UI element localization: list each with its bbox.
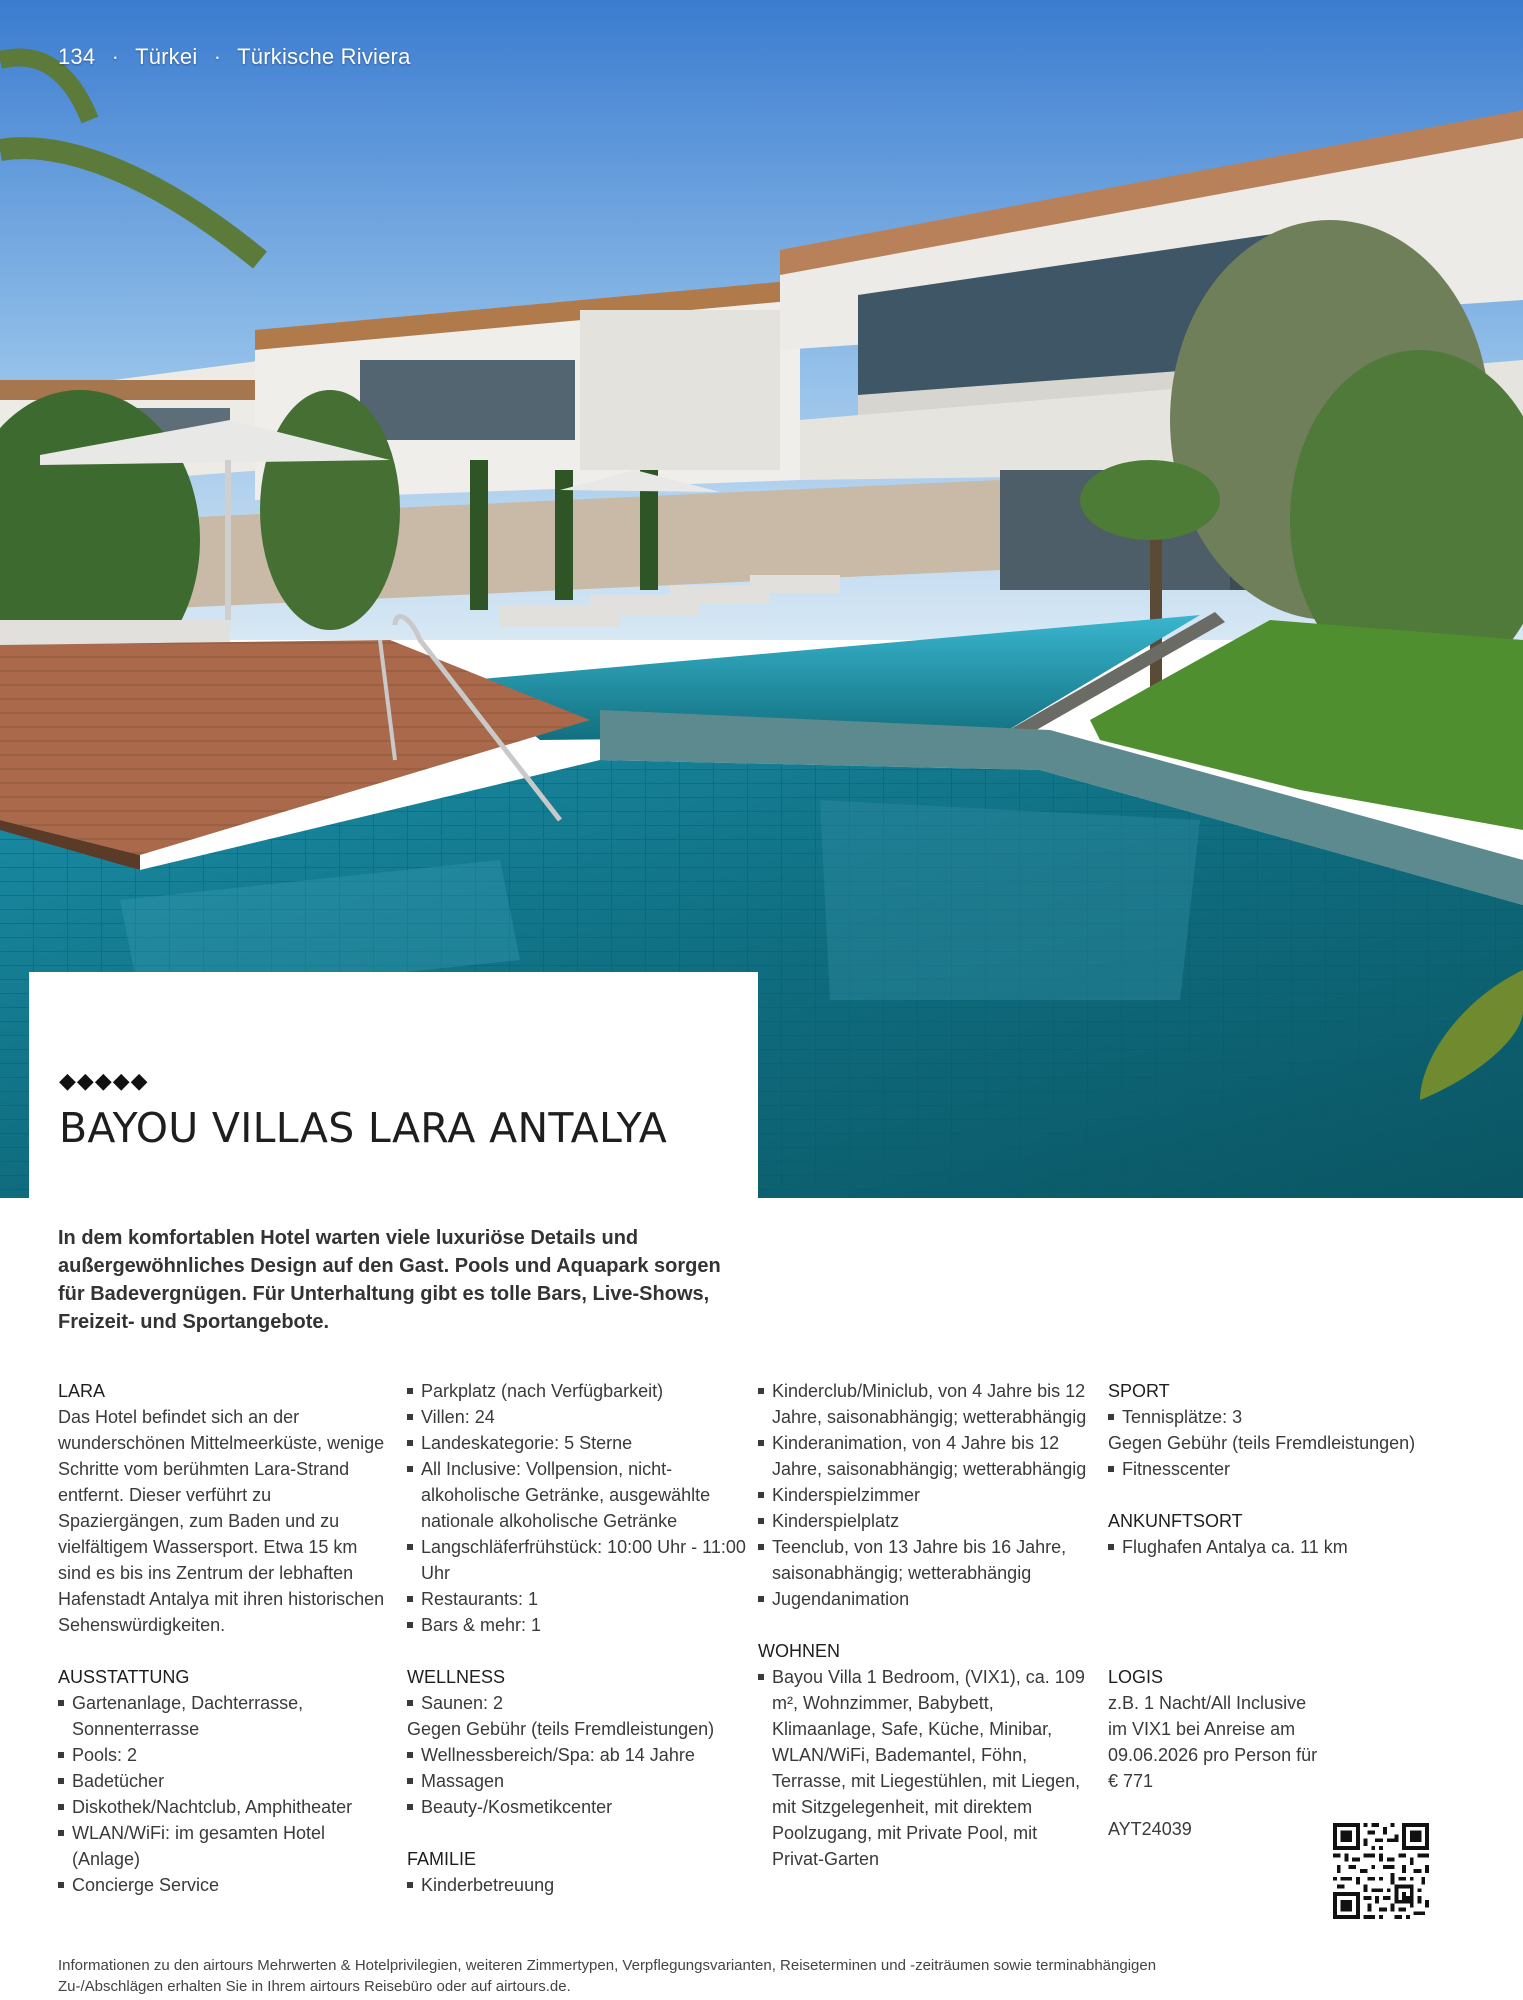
list-item: Kinderclub/Miniclub, von 4 Jahre bis 12 Jahre, saisonabhängig; wetterabhängig — [758, 1378, 1088, 1430]
lara-text: Das Hotel befindet sich an der wunderschönen Mittelmeerküste, wenige Schritte vom berühmten Lara-Strand entfernt. Dieser verführt zu Spaziergängen, zum Baden und zu vielfältigem Wassersport. Etwa 15 km sind es bis ins Zentrum der lebhaften Hafenstadt Antalya mit ihren historischen Sehenswürdigkeiten. — [58, 1407, 385, 1635]
page-number: 134 — [58, 44, 96, 69]
list-item: Wellnessbereich/Spa: ab 14 Jahre — [407, 1742, 747, 1768]
ausstattung-list-continued — [407, 1378, 747, 1638]
offer-code: AYT24039 — [1108, 1819, 1192, 1839]
list-item: Massagen — [407, 1768, 747, 1794]
section-logis — [1108, 1664, 1438, 1842]
list-item: Landeskategorie: 5 Sterne — [407, 1430, 747, 1456]
section-wohnen — [758, 1638, 1088, 1872]
list-item: Tennisplätze: 3 — [1108, 1404, 1438, 1430]
section-ausstattung — [58, 1664, 388, 1898]
breadcrumb-region: Türkische Riviera — [237, 44, 411, 69]
wellness-list-paid — [407, 1742, 747, 1820]
sport-list-paid — [1108, 1456, 1438, 1482]
hotel-title: BAYOU VILLAS LARA ANTALYA — [59, 1104, 668, 1152]
list-item: Kinderbetreuung — [407, 1872, 747, 1898]
ankunftsort-list — [1108, 1534, 1438, 1560]
column-4 — [1108, 1378, 1438, 1868]
section-heading: AUSSTATTUNG — [58, 1667, 190, 1687]
sport-list — [1108, 1404, 1438, 1430]
list-item: Villen: 24 — [407, 1404, 747, 1430]
list-item: Jugendanimation — [758, 1586, 1088, 1612]
list-item: Parkplatz (nach Verfügbarkeit) — [407, 1378, 747, 1404]
list-item: Gartenanlage, Dachterrasse, Sonnenterrasse — [58, 1690, 388, 1742]
wohnen-list — [758, 1664, 1088, 1872]
section-heading: WELLNESS — [407, 1667, 506, 1687]
section-heading: ANKUNFTSORT — [1108, 1511, 1243, 1531]
list-item: Fitnesscenter — [1108, 1456, 1438, 1482]
list-item: Badetücher — [58, 1768, 388, 1794]
list-item: Kinderanimation, von 4 Jahre bis 12 Jahre, saisonabhängig; wetterabhängig — [758, 1430, 1088, 1482]
intro-text: In dem komfortablen Hotel warten viele luxuriöse Details und außergewöhnliches Design auf den Gast. Pools und Aquapark sorgen für Badevergnügen. Für Unterhaltung gibt es tolle Bars, Live-Shows, Freizeit- und Sportangebote. — [58, 1227, 721, 1333]
list-item: All Inclusive: Vollpension, nicht-alkoholische Getränke, ausgewählte nationale alkoholische Getränke — [407, 1456, 747, 1534]
section-heading: LARA — [58, 1381, 106, 1401]
column-3 — [758, 1378, 1088, 1898]
list-item: Bars & mehr: 1 — [407, 1612, 747, 1638]
fee-note: Gegen Gebühr (teils Fremdleistungen) — [407, 1719, 715, 1739]
wellness-list — [407, 1690, 747, 1716]
section-familie — [407, 1846, 747, 1898]
column-2 — [407, 1378, 747, 1924]
star-rating: ◆◆◆◆◆ — [59, 1068, 149, 1093]
section-lara — [58, 1378, 388, 1638]
list-item: Teenclub, von 13 Jahre bis 16 Jahre, saisonabhängig; wetterabhängig — [758, 1534, 1088, 1586]
list-item: Flughafen Antalya ca. 11 km — [1108, 1534, 1438, 1560]
list-item: WLAN/WiFi: im gesamten Hotel (Anlage) — [58, 1820, 388, 1872]
section-heading: FAMILIE — [407, 1849, 477, 1869]
section-heading: SPORT — [1108, 1381, 1170, 1401]
section-heading: WOHNEN — [758, 1641, 840, 1661]
list-item: Diskothek/Nachtclub, Amphitheater — [58, 1794, 388, 1820]
title-card — [29, 972, 758, 1198]
section-sport — [1108, 1378, 1438, 1482]
section-ankunftsort — [1108, 1508, 1438, 1560]
section-ausstattung-continued — [407, 1378, 747, 1638]
list-item: Beauty-/Kosmetikcenter — [407, 1794, 747, 1820]
breadcrumb — [58, 44, 411, 70]
logis-text: z.B. 1 Nacht/All Inclusive im VIX1 bei Anreise am 09.06.2026 pro Person für € 771 — [1108, 1693, 1318, 1791]
fee-note: Gegen Gebühr (teils Fremdleistungen) — [1108, 1433, 1416, 1453]
familie-list — [407, 1872, 747, 1898]
list-item: Pools: 2 — [58, 1742, 388, 1768]
qr-code[interactable] — [1333, 1823, 1429, 1919]
ausstattung-list — [58, 1690, 388, 1898]
familie-list-continued — [758, 1378, 1088, 1612]
breadcrumb-separator: · — [213, 44, 222, 69]
list-item: Kinderspielplatz — [758, 1508, 1088, 1534]
section-heading: LOGIS — [1108, 1667, 1164, 1687]
column-1 — [58, 1378, 388, 1924]
breadcrumb-separator: · — [111, 44, 120, 69]
footnote: Informationen zu den airtours Mehrwerten & Hotelprivilegien, weiteren Zimmertypen, Verpflegungsvarianten, Reiseterminen und -zeiträumen sowie terminabhängigen Zu-/Abschlägen erhalten Sie in Ihrem airtours Reisebüro oder auf airtours.de. — [58, 1957, 1157, 1995]
list-item: Kinderspielzimmer — [758, 1482, 1088, 1508]
list-item: Saunen: 2 — [407, 1690, 747, 1716]
list-item: Restaurants: 1 — [407, 1586, 747, 1612]
list-item: Concierge Service — [58, 1872, 388, 1898]
breadcrumb-country: Türkei — [135, 44, 198, 69]
section-wellness — [407, 1664, 747, 1820]
section-familie-continued — [758, 1378, 1088, 1612]
list-item: Bayou Villa 1 Bedroom, (VIX1), ca. 109 m², Wohnzimmer, Babybett, Klimaanlage, Safe, Küche, Minibar, WLAN/WiFi, Bademantel, Föhn, Terrasse, mit Liegestühlen, mit Liegen, mit Sitzgelegenheit, mit direktem Poolzugang, mit Private Pool, mit Privat-Garten — [758, 1664, 1088, 1872]
list-item: Langschläferfrühstück: 10:00 Uhr - 11:00 Uhr — [407, 1534, 747, 1586]
